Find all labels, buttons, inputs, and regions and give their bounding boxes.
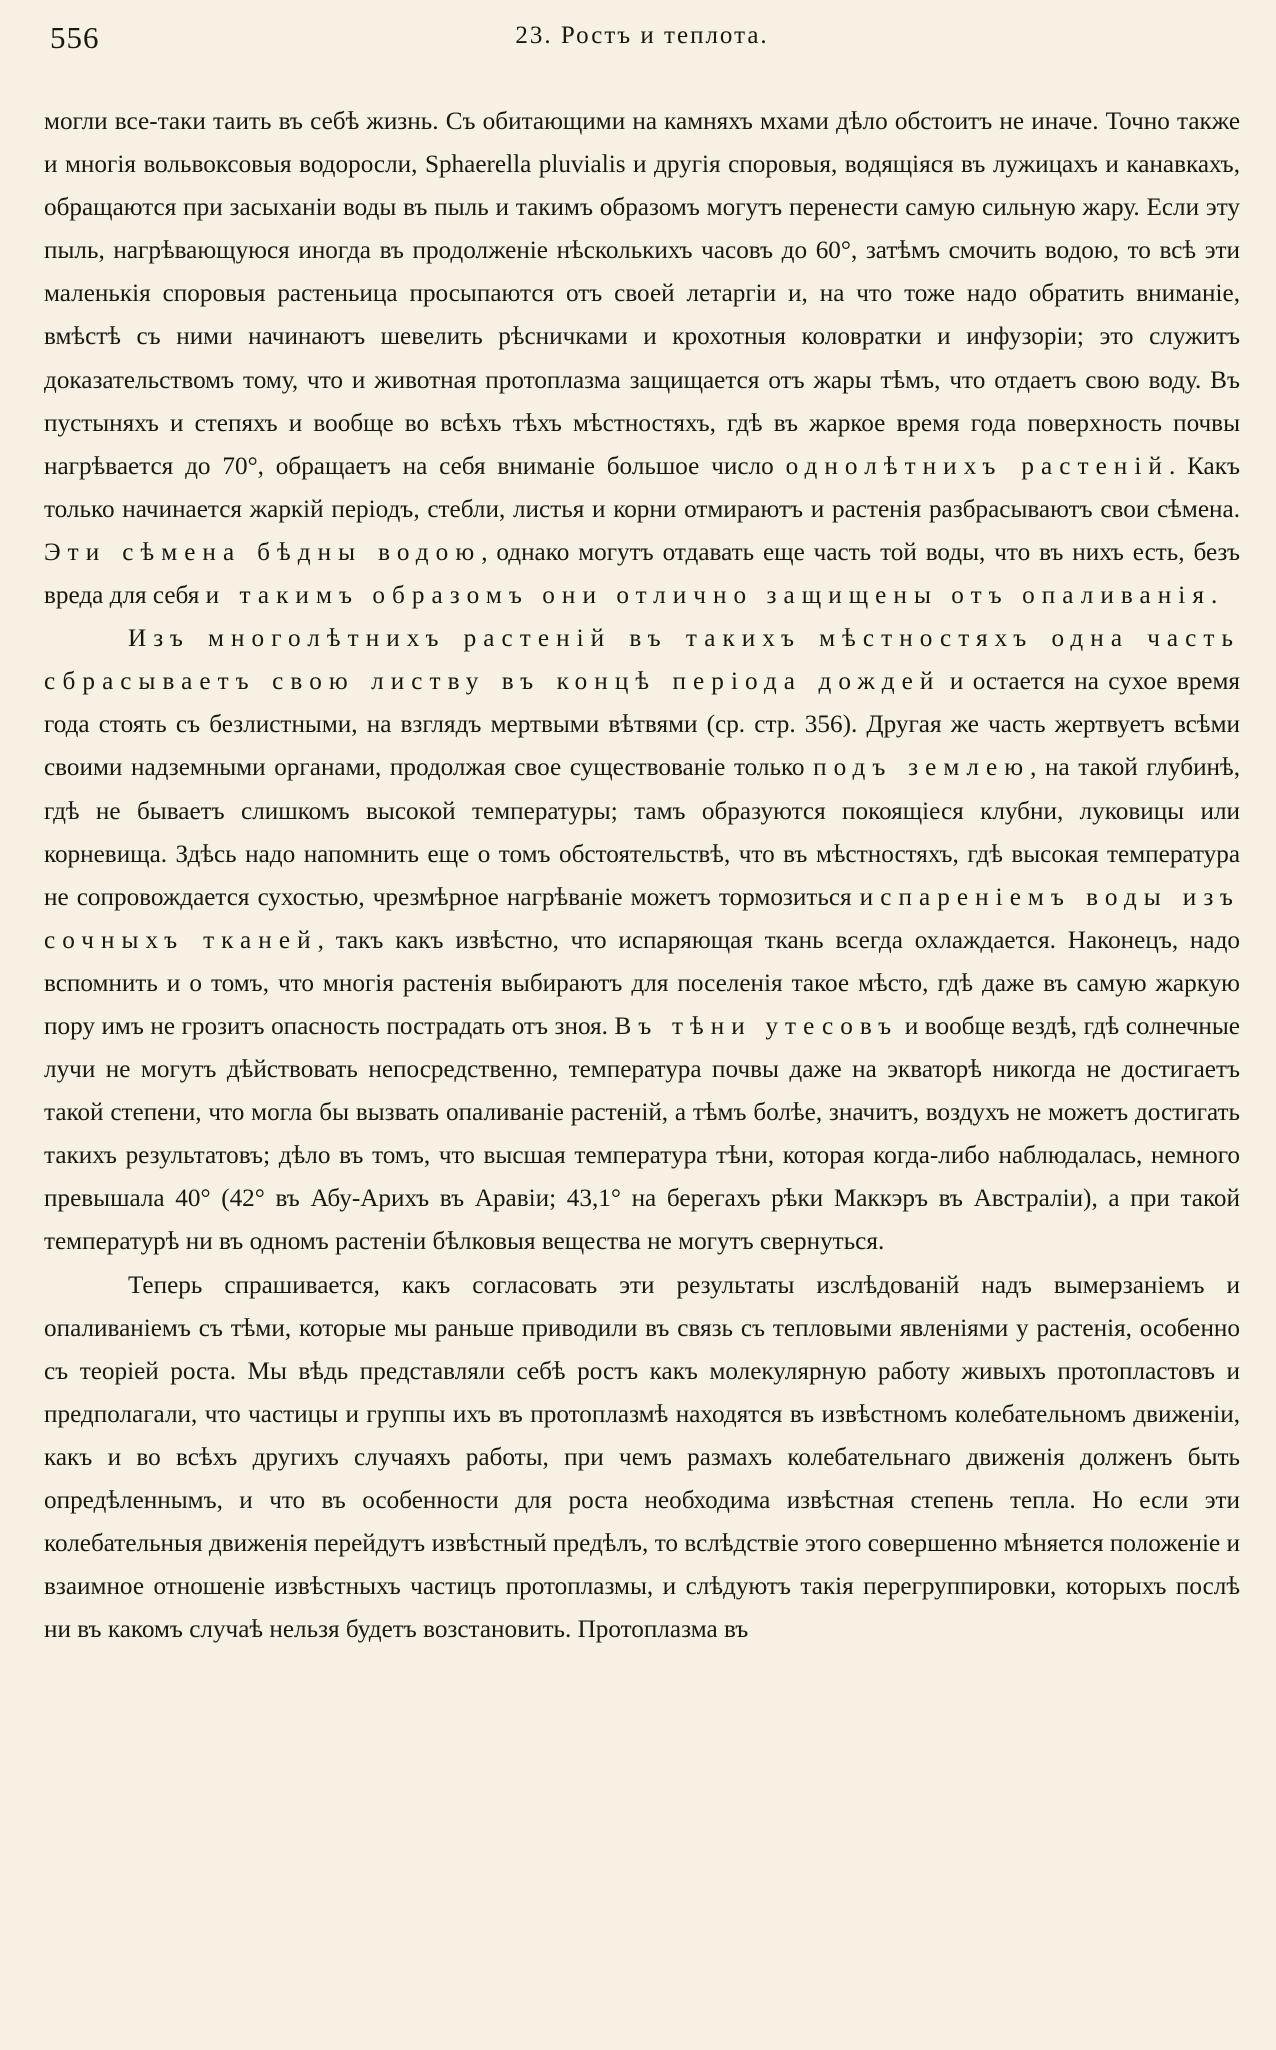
text-run: Теперь спрашивается, какъ согласовать эти результаты изслѣдованій надъ вымерзаніемъ и опаливаніемъ съ тѣми, которые мы раньше приводили въ связь съ тепловыми явленіями у растенія, особенно съ теоріей роста. Мы вѣдь представляли себѣ ростъ какъ молекулярную работу живыхъ протопластовъ и предполагали, что частицы и группы ихъ въ протоплазмѣ находятся въ извѣстномъ колебательномъ движеніи, какъ и во всѣхъ другихъ случаяхъ работы, при чемъ размахъ колебательнаго движенія долженъ быть опредѣленнымъ, и что въ особенности для роста необходима извѣстная степень тепла. Но если эти колебательныя движенія перейдутъ извѣстный предѣлъ, то вслѣдствіе этого совершенно мѣняется положеніе и взаимное отношеніе извѣстныхъ частицъ протоплазмы, и слѣдуютъ такія перегруппировки, которыхъ послѣ ни въ какомъ случаѣ нельзя будетъ возстановить. Протоплазма въ	[44, 1271, 1240, 1644]
page-number: 556	[50, 20, 100, 55]
text-run: , однако могутъ отдавать еще часть той воды, что въ нихъ есть, безъ вреда для себя	[44, 538, 1240, 610]
emphasized-text: испареніемъ воды изъ сочныхъ тканей	[44, 883, 1240, 954]
paragraph	[44, 1264, 1240, 1652]
text-run: могли все-таки таить въ себѣ жизнь. Съ обитающими на камняхъ мхами дѣло обстоитъ не иначе. Точно также и многія вольвоксовыя водоросли, Sphaerella pluvialis и другія споровыя, водящіяся въ лужицахъ и канавкахъ, обращаются при засыханіи воды въ пыль и такимъ образомъ могутъ перенести самую сильную жару. Если эту пыль, нагрѣвающуюся иногда въ продолженіе нѣсколькихъ часовъ до 60°, затѣмъ смочить водою, то всѣ эти маленькія споровыя растеньица просыпаются отъ своей летаргіи и, на что тоже надо обратить вниманіе, вмѣстѣ съ ними начинаютъ шевелить рѣсничками и крохотныя коловратки и инфузоріи; это служитъ доказательствомъ тому, что и животная протоплазма защищается отъ жары тѣмъ, что отдаетъ свою воду. Въ пустыняхъ и степяхъ и вообще во всѣхъ тѣхъ мѣстностяхъ, гдѣ въ жаркое время года поверхность почвы нагрѣвается до 70°, обращаетъ на себя вниманіе большое число	[44, 108, 1240, 480]
text-run: .	[1210, 582, 1218, 610]
text-run: и остается на сухое время года стоять съ безлистными, на взглядъ мертвыми вѣтвями (ср. стр. 356). Другая же часть жертвуетъ всѣми своими надземными органами, продолжая свое существованіе только	[44, 668, 1240, 782]
text-run: и вообще вездѣ, гдѣ солнечные лучи не могутъ дѣйствовать непосредственно, температура почвы даже на экваторѣ никогда не достигаетъ такой степени, что могла бы вызвать опаливаніе растеній, а тѣмъ болѣе, значитъ, воздухъ не можетъ достигать такихъ результатовъ; дѣло въ томъ, что высшая температура тѣни, которая когда-либо наблюдалась, немного превышала 40° (42° въ Абу-Арихъ въ Аравіи; 43,1° на берегахъ рѣки Маккэръ въ Австраліи), а при такой температурѣ ни въ одномъ растеніи бѣлковыя вещества не могутъ свернуться.	[44, 1012, 1240, 1256]
emphasized-text: Эти сѣмена бѣдны водою	[44, 538, 482, 566]
paragraph	[44, 617, 1240, 1263]
paragraph	[44, 100, 1240, 617]
emphasized-text: и такимъ образомъ они отлично защищены отъ опаливанія	[205, 582, 1211, 610]
text-run: , такъ какъ извѣстно, что испаряющая ткань всегда охлаждается. Наконецъ, надо вспомнить и о томъ, что многія растенія выбираютъ для поселенія такое мѣсто, гдѣ даже въ самую жаркую пору имъ не грозитъ опасность пострадать отъ зноя.	[44, 926, 1240, 1040]
page-header	[44, 14, 1240, 60]
text-run: . Какъ только начинается жаркій періодъ, стебли, листья и корни отмираютъ и растенія разбрасываютъ свои сѣмена.	[44, 452, 1240, 523]
running-title: 23. Ростъ и теплота.	[515, 22, 769, 49]
body-text	[44, 100, 1240, 1651]
text-run: , на такой глубинѣ, гдѣ не бываетъ слишкомъ высокой температуры; тамъ образуются покоящіеся клубни, луковицы или корневища. Здѣсь надо напомнить еще о томъ обстоятельствѣ, что въ мѣстностяхъ, гдѣ высокая температура не сопровождается сухостью, чрезмѣрное нагрѣваніе можетъ тормозиться	[44, 754, 1241, 911]
emphasized-text: однолѣтнихъ растеній	[785, 452, 1169, 480]
emphasized-text: Въ тѣни утесовъ	[614, 1012, 899, 1040]
emphasized-text: Изъ многолѣтнихъ растеній въ такихъ мѣстностяхъ одна часть сбрасываетъ свою листву въ концѣ періода дождей	[44, 625, 1240, 696]
emphasized-text: подъ землею	[813, 754, 1031, 782]
